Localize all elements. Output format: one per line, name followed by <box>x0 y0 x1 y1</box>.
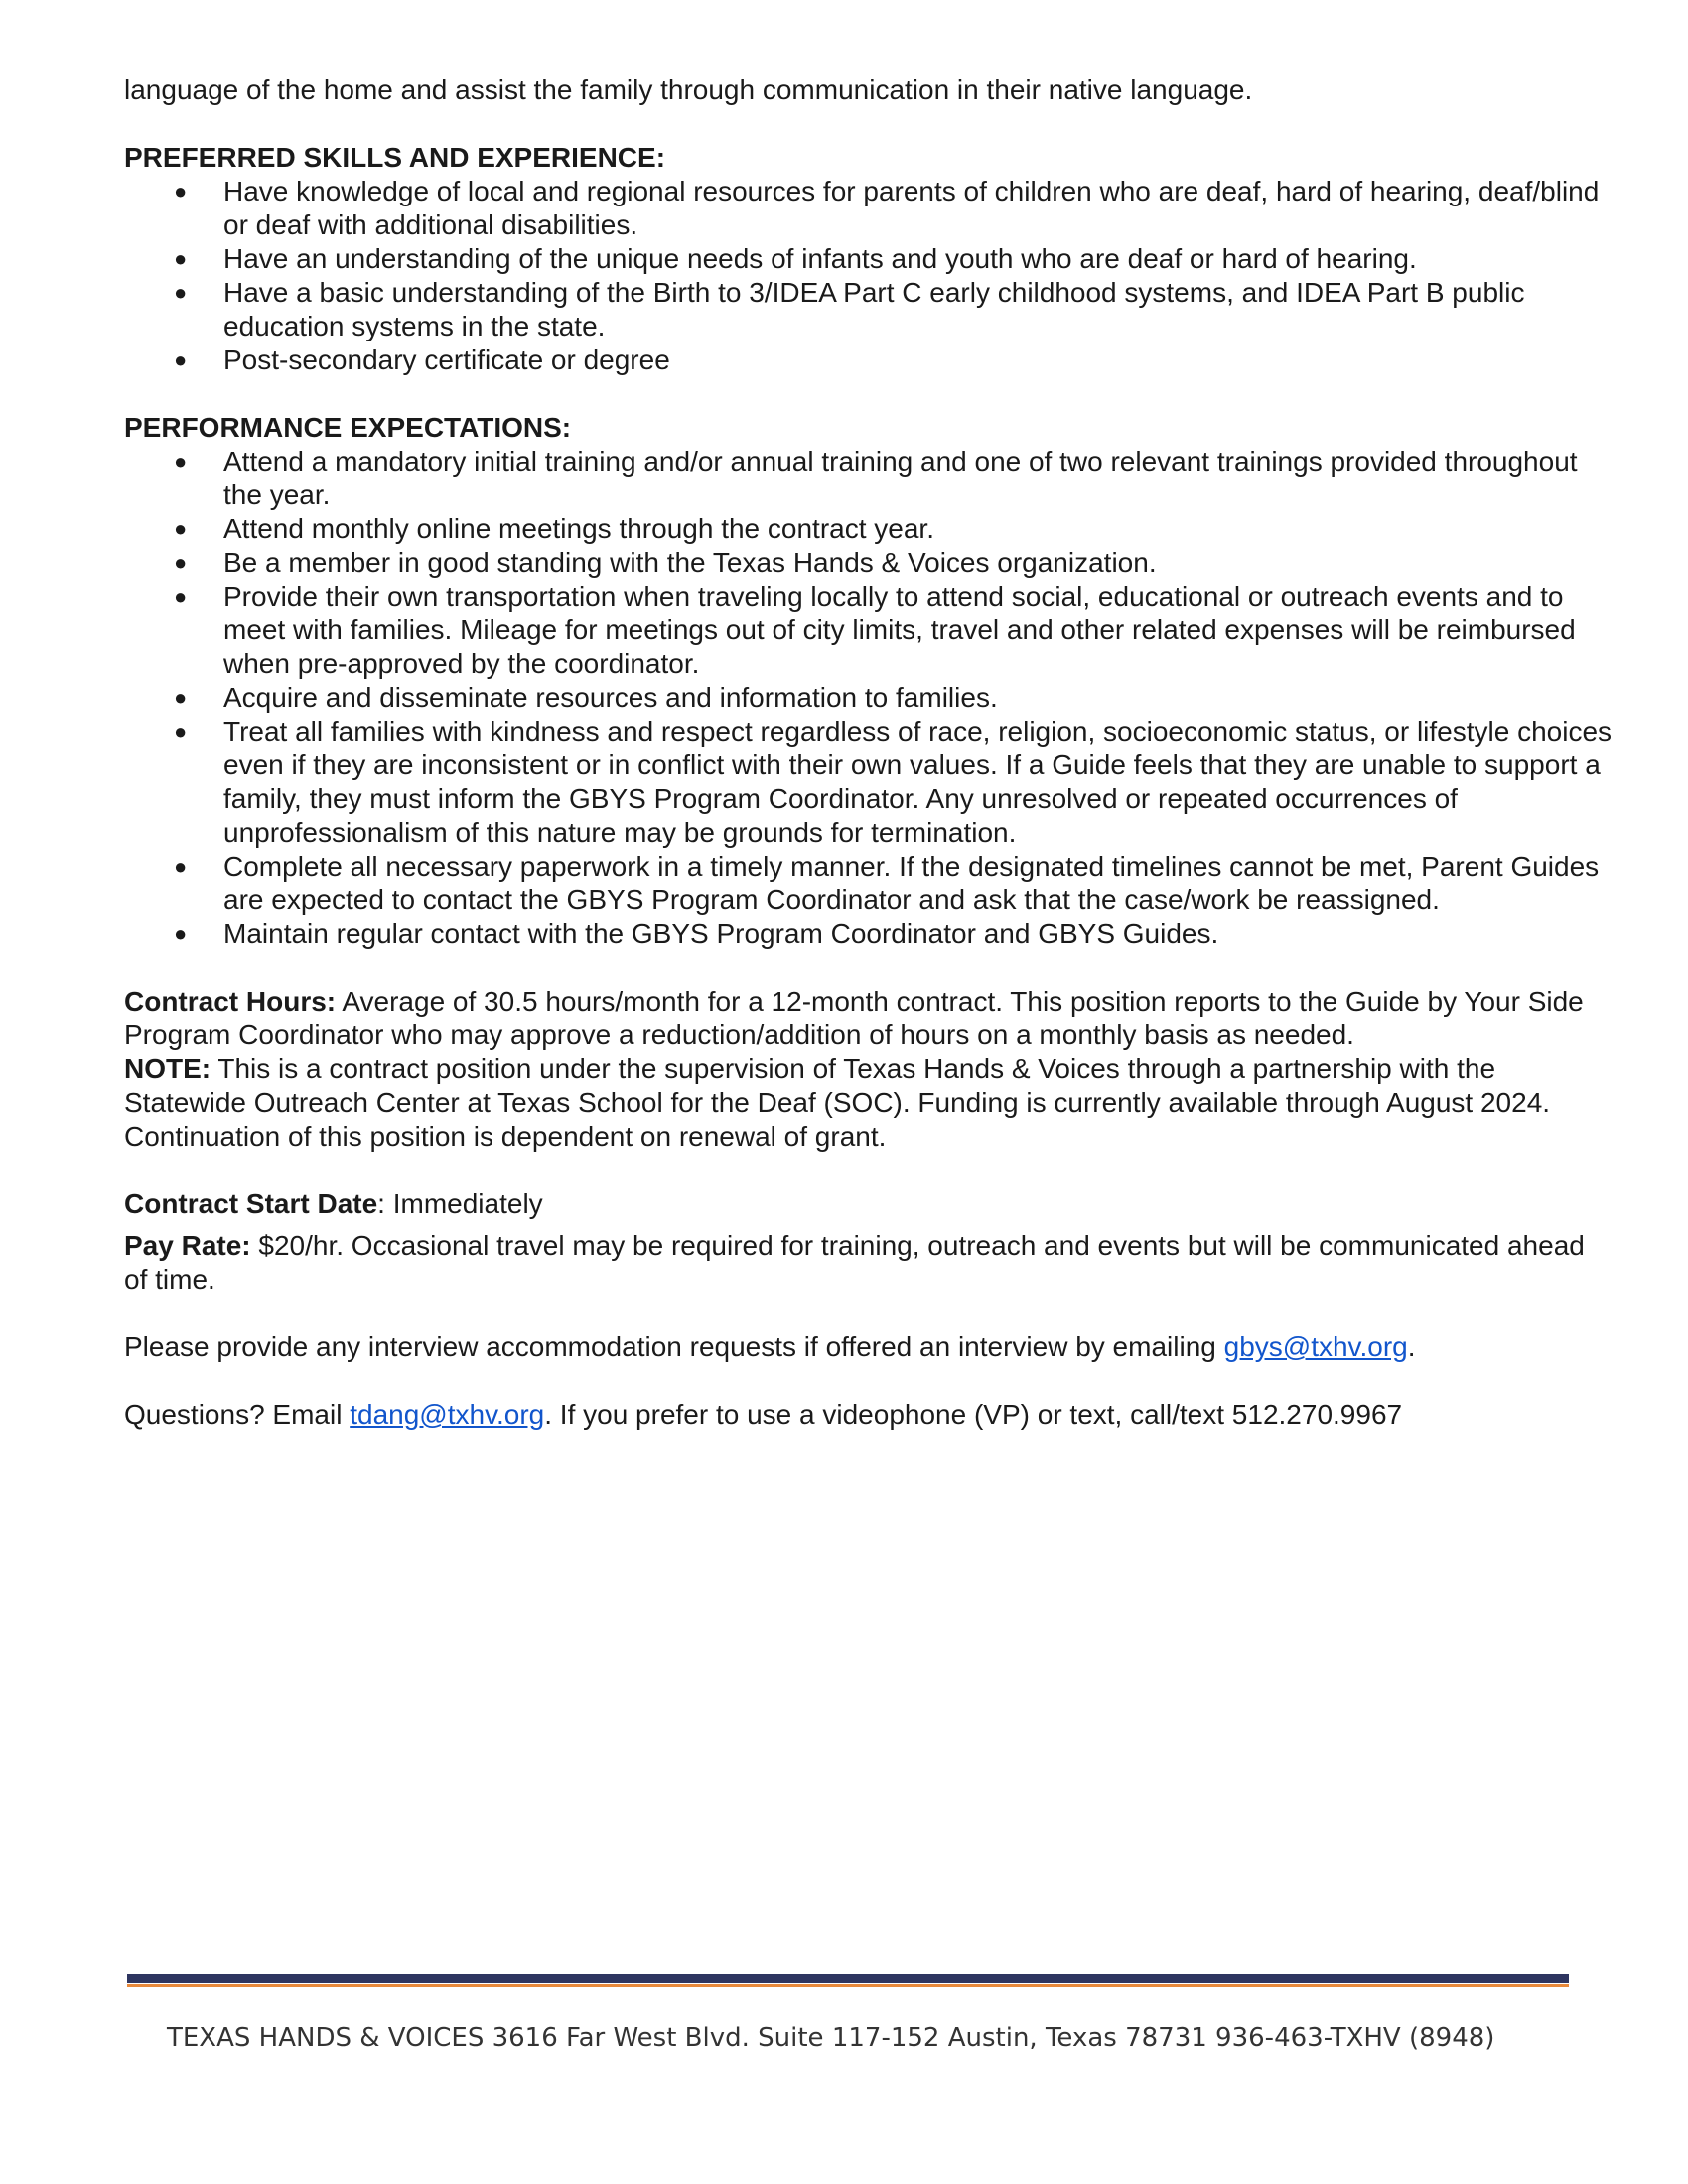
contract-hours-label: Contract Hours: <box>124 986 337 1017</box>
footer-address: TEXAS HANDS & VOICES 3616 Far West Blvd. Suite 117-152 Austin, Texas 78731 936-463-TXHV (8948) <box>167 2023 1495 2053</box>
preferred-list <box>124 175 1614 377</box>
footer-rule-navy <box>127 1974 1569 1983</box>
contract-hours-text: Average of 30.5 hours/month for a 12-month contract. This position reports to the Guide by Your Side Program Coordinator who may approve a reduction/addition of hours on a monthly basis as needed. <box>124 986 1584 1050</box>
footer-rule-orange <box>127 1984 1569 1987</box>
list-item: ● Post-secondary certificate or degree <box>174 344 670 375</box>
list-item: ● Acquire and disseminate resources and information to families. <box>174 682 998 713</box>
list-item: ● Maintain regular contact with the GBYS Program Coordinator and GBYS Guides. <box>174 918 1219 949</box>
list-item: ● Provide their own transportation when traveling locally to attend social, educational or outreach events and to meet with families. Mileage for meetings out of city limits, travel and other related expenses will be reimbursed when pre-approved by the coordinator. <box>174 581 1576 679</box>
questions-line: Questions? Email tdang@txhv.org. If you prefer to use a videophone (VP) or text, call/text 512.270.9967 <box>124 1399 1403 1430</box>
bullet-icon: ● <box>174 584 188 609</box>
preferred-heading: PREFERRED SKILLS AND EXPERIENCE: <box>124 142 666 173</box>
note-text: This is a contract position under the supervision of Texas Hands & Voices through a partnership with the Statewide Outreach Center at Texas School for the Deaf (SOC). Funding is currently available through August 2024. Continuation of this position is dependent on renewal of grant. <box>124 1053 1551 1152</box>
list-item: ● Have a basic understanding of the Birth to 3/IDEA Part C early childhood systems, and IDEA Part B public education systems in the state. <box>174 277 1525 341</box>
performance-list <box>124 445 1614 951</box>
note <box>124 1052 1614 1154</box>
bullet-icon: ● <box>174 246 188 271</box>
list-item: ● Attend a mandatory initial training and/or annual training and one of two relevant trainings provided throughout the year. <box>174 446 1578 510</box>
list-item: ● Have knowledge of local and regional resources for parents of children who are deaf, hard of hearing, deaf/blind or deaf with additional disabilities. <box>174 176 1600 240</box>
list-item: ● Attend monthly online meetings through the contract year. <box>174 513 934 544</box>
bullet-icon: ● <box>174 179 188 204</box>
pay-rate-label: Pay Rate: <box>124 1230 251 1261</box>
list-item: ● Have an understanding of the unique needs of infants and youth who are deaf or hard of hearing. <box>174 243 1417 274</box>
list-item: ● Complete all necessary paperwork in a timely manner. If the designated timelines cannot be met, Parent Guides are expected to contact the GBYS Program Coordinator and ask that the case/work be reassigned. <box>174 851 1600 915</box>
bullet-icon: ● <box>174 854 188 879</box>
note-label: NOTE: <box>124 1053 211 1084</box>
intro-line: language of the home and assist the family through communication in their native language. <box>124 74 1253 105</box>
bullet-icon: ● <box>174 347 188 372</box>
bullet-icon: ● <box>174 516 188 541</box>
pay-rate <box>124 1229 1614 1297</box>
bullet-icon: ● <box>174 685 188 710</box>
gbys-email-link[interactable]: gbys@txhv.org <box>1223 1331 1408 1362</box>
bullet-icon: ● <box>174 921 188 946</box>
bullet-icon: ● <box>174 550 188 575</box>
bullet-icon: ● <box>174 280 188 305</box>
contract-start-date <box>124 1187 1614 1221</box>
list-item: ● Be a member in good standing with the Texas Hands & Voices organization. <box>174 547 1157 578</box>
accommodation-line: Please provide any interview accommodation requests if offered an interview by emailing gbys@txhv.org. <box>124 1331 1416 1362</box>
start-date-label: Contract Start Date <box>124 1188 378 1219</box>
tdang-email-link[interactable]: tdang@txhv.org <box>350 1399 545 1430</box>
list-item: ● Treat all families with kindness and respect regardless of race, religion, socioeconomic status, or lifestyle choices even if they are inconsistent or in conflict with their own values. If a Guide feels that they are unable to support a family, they must inform the GBYS Program Coordinator. Any unresolved or repeated occurrences of unprofessionalism of this nature may be grounds for termination. <box>174 716 1613 848</box>
contract-hours <box>124 985 1614 1052</box>
performance-heading: PERFORMANCE EXPECTATIONS: <box>124 412 572 443</box>
bullet-icon: ● <box>174 719 188 744</box>
bullet-icon: ● <box>174 449 188 474</box>
start-date-text: : Immediately <box>377 1188 543 1219</box>
document-body <box>124 73 1614 1432</box>
pay-rate-text: $20/hr. Occasional travel may be required for training, outreach and events but will be communicated ahead of time. <box>124 1230 1585 1295</box>
